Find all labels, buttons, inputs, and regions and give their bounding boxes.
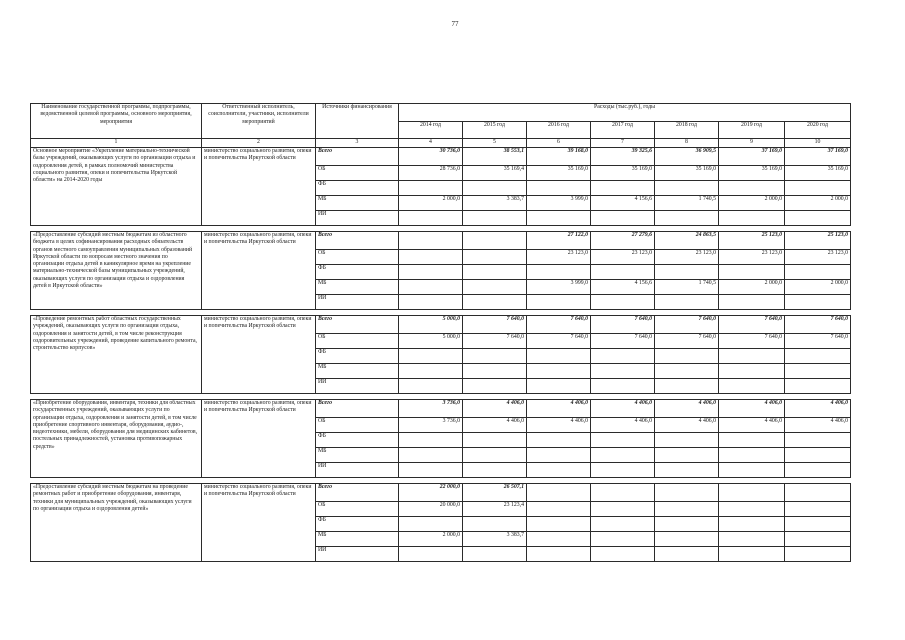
- amount-cell: 7 640,0: [785, 334, 851, 349]
- amount-cell: [591, 547, 655, 562]
- amount-cell: [719, 379, 785, 394]
- amount-cell: 35 169,0: [785, 166, 851, 181]
- amount-cell: [719, 211, 785, 226]
- amount-cell: [719, 532, 785, 547]
- amount-cell: [463, 349, 527, 364]
- amount-cell: [591, 532, 655, 547]
- amount-cell: [399, 181, 463, 196]
- column-number: 5: [463, 139, 527, 148]
- amount-cell: [785, 547, 851, 562]
- amount-cell: 7 640,0: [591, 316, 655, 334]
- amount-cell: 2 000,0: [785, 280, 851, 295]
- amount-cell: [591, 463, 655, 478]
- amount-cell: [527, 532, 591, 547]
- amount-cell: [591, 517, 655, 532]
- amount-cell: [719, 547, 785, 562]
- funding-source-cell: МБ: [316, 196, 399, 211]
- amount-cell: 3 999,0: [527, 196, 591, 211]
- amount-cell: 2 000,0: [719, 280, 785, 295]
- amount-cell: 30 736,0: [399, 148, 463, 166]
- amount-cell: 2 000,0: [785, 196, 851, 211]
- amount-cell: 35 169,0: [527, 166, 591, 181]
- funding-source-cell: Всего: [316, 484, 399, 502]
- funding-source-cell: ИИ: [316, 211, 399, 226]
- amount-cell: [399, 448, 463, 463]
- amount-cell: [785, 349, 851, 364]
- amount-cell: 23 123,0: [655, 250, 719, 265]
- amount-cell: 26 507,1: [463, 484, 527, 502]
- amount-cell: [527, 181, 591, 196]
- funding-source-cell: ОБ: [316, 250, 399, 265]
- funding-source-cell: ОБ: [316, 502, 399, 517]
- amount-cell: 4 406,0: [719, 418, 785, 433]
- amount-cell: [719, 349, 785, 364]
- amount-cell: [655, 433, 719, 448]
- amount-cell: [527, 502, 591, 517]
- funding-source-cell: МБ: [316, 448, 399, 463]
- amount-cell: 23 123,4: [463, 502, 527, 517]
- amount-cell: [655, 448, 719, 463]
- amount-cell: [591, 265, 655, 280]
- amount-cell: [527, 349, 591, 364]
- program-name-cell: Основное мероприятие «Укрепление материально-технической базы учреждений, оказывающих услуги по организации отдыха и оздоровления детей, в рамках полномочий министерства социального развития, опеки и попечительства Иркутской области» на 2014-2020 годы: [31, 148, 202, 226]
- amount-cell: 23 123,0: [785, 250, 851, 265]
- amount-cell: [399, 280, 463, 295]
- amount-cell: [785, 295, 851, 310]
- funding-source-cell: ФБ: [316, 517, 399, 532]
- column-number: 4: [399, 139, 463, 148]
- amount-cell: [655, 463, 719, 478]
- year-header: 2018 год: [655, 121, 719, 139]
- expenses-column-header: Расходы (тыс.руб.), годы: [399, 104, 851, 122]
- amount-cell: [591, 448, 655, 463]
- amount-cell: 23 123,0: [591, 250, 655, 265]
- amount-cell: 4 406,0: [527, 418, 591, 433]
- amount-cell: [463, 379, 527, 394]
- amount-cell: [591, 502, 655, 517]
- amount-cell: [527, 484, 591, 502]
- amount-cell: [463, 265, 527, 280]
- amount-cell: [527, 433, 591, 448]
- funding-source-cell: Всего: [316, 148, 399, 166]
- section-row: [31, 400, 851, 418]
- amount-cell: [399, 211, 463, 226]
- amount-cell: 35 169,0: [719, 166, 785, 181]
- amount-cell: [719, 181, 785, 196]
- amount-cell: [591, 349, 655, 364]
- amount-cell: [399, 265, 463, 280]
- amount-cell: [785, 265, 851, 280]
- amount-cell: [655, 349, 719, 364]
- amount-cell: [655, 265, 719, 280]
- amount-cell: [719, 265, 785, 280]
- amount-cell: 23 123,0: [719, 250, 785, 265]
- column-number: 10: [785, 139, 851, 148]
- amount-cell: 39 325,6: [591, 148, 655, 166]
- budget-table: [30, 103, 851, 562]
- amount-cell: [655, 379, 719, 394]
- amount-cell: [463, 295, 527, 310]
- amount-cell: 22 000,0: [399, 484, 463, 502]
- amount-cell: 39 168,0: [527, 148, 591, 166]
- funding-source-cell: ФБ: [316, 349, 399, 364]
- funding-source-cell: ФБ: [316, 433, 399, 448]
- funding-source-cell: ОБ: [316, 166, 399, 181]
- amount-cell: 3 383,7: [463, 196, 527, 211]
- amount-cell: [527, 448, 591, 463]
- funding-source-cell: МБ: [316, 280, 399, 295]
- program-column-header: Наименование государственной программы, подпрограммы, ведомственной целевой программы, основного мероприятия, мероприятия: [31, 104, 202, 139]
- amount-cell: 25 123,0: [719, 232, 785, 250]
- amount-cell: [719, 484, 785, 502]
- amount-cell: 7 640,0: [591, 334, 655, 349]
- amount-cell: [591, 379, 655, 394]
- section-row: [31, 316, 851, 334]
- amount-cell: 3 736,0: [399, 400, 463, 418]
- amount-cell: 7 640,0: [463, 334, 527, 349]
- funding-source-cell: ИИ: [316, 547, 399, 562]
- amount-cell: 4 406,0: [655, 418, 719, 433]
- amount-cell: [655, 517, 719, 532]
- column-number: 3: [316, 139, 399, 148]
- executor-cell: министерство социального развития, опеки и попечительства Иркутской области: [202, 484, 316, 562]
- amount-cell: [463, 517, 527, 532]
- amount-cell: [655, 502, 719, 517]
- amount-cell: 4 406,0: [591, 400, 655, 418]
- amount-cell: [785, 181, 851, 196]
- amount-cell: 4 406,0: [655, 400, 719, 418]
- amount-cell: [399, 379, 463, 394]
- program-name-cell: «Предоставление субсидий местным бюджетам из областного бюджета в целях софинансирования расходных обязательств органов местного самоуправления муниципальных образований Иркутской области по вопросам местного значения по организации отдыха детей в каникулярное время на укрепление материально-технической базы муниципальных учреждений, оказывающих услуги по организации отдыха и оздоровления детей в Иркутской области»: [31, 232, 202, 310]
- amount-cell: 36 909,5: [655, 148, 719, 166]
- amount-cell: 24 863,5: [655, 232, 719, 250]
- amount-cell: [527, 364, 591, 379]
- amount-cell: [591, 295, 655, 310]
- amount-cell: [785, 502, 851, 517]
- amount-cell: 2 000,0: [399, 532, 463, 547]
- amount-cell: 5 000,0: [399, 316, 463, 334]
- executor-cell: министерство социального развития, опеки и попечительства Иркутской области: [202, 232, 316, 310]
- amount-cell: [591, 433, 655, 448]
- amount-cell: [785, 364, 851, 379]
- amount-cell: 3 736,0: [399, 418, 463, 433]
- amount-cell: 7 640,0: [655, 316, 719, 334]
- amount-cell: 4 406,0: [463, 400, 527, 418]
- amount-cell: 27 122,0: [527, 232, 591, 250]
- funding-source-cell: Всего: [316, 400, 399, 418]
- amount-cell: [399, 364, 463, 379]
- amount-cell: [463, 547, 527, 562]
- funding-source-cell: ИИ: [316, 295, 399, 310]
- amount-cell: 7 640,0: [719, 334, 785, 349]
- amount-cell: [655, 295, 719, 310]
- amount-cell: [463, 433, 527, 448]
- funding-source-cell: Всего: [316, 316, 399, 334]
- funding-source-cell: ОБ: [316, 418, 399, 433]
- amount-cell: [527, 517, 591, 532]
- amount-cell: [399, 250, 463, 265]
- amount-cell: [399, 433, 463, 448]
- amount-cell: 4 406,0: [785, 418, 851, 433]
- amount-cell: 4 406,0: [591, 418, 655, 433]
- column-number: 6: [527, 139, 591, 148]
- executor-column-header: Ответственный исполнитель, соисполнители, участники, исполнители мероприятий: [202, 104, 316, 139]
- funding-source-cell: ФБ: [316, 181, 399, 196]
- year-header: 2019 год: [719, 121, 785, 139]
- amount-cell: [463, 211, 527, 226]
- funding-source-cell: Всего: [316, 232, 399, 250]
- funding-source-cell: ИИ: [316, 379, 399, 394]
- column-number: 8: [655, 139, 719, 148]
- amount-cell: 4 406,0: [785, 400, 851, 418]
- amount-cell: [719, 295, 785, 310]
- amount-cell: [463, 364, 527, 379]
- amount-cell: [655, 181, 719, 196]
- section-row: [31, 232, 851, 250]
- funding-source-cell: МБ: [316, 364, 399, 379]
- year-header: 2016 год: [527, 121, 591, 139]
- program-name-cell: «Приобретение оборудования, инвентаря, техники для областных государственных учреждений, оказывающих услуги по организации отдыха, оздоровления и занятости детей, в том числе приобретение спортивного инвентаря, оборудования, аудио-, видеотехники, мебели, оборудования для медицинских кабинетов, постельных принадлежностей, установка противопожарных средств»: [31, 400, 202, 478]
- amount-cell: 1 740,5: [655, 196, 719, 211]
- amount-cell: 4 406,0: [719, 400, 785, 418]
- executor-cell: министерство социального развития, опеки и попечительства Иркутской области: [202, 316, 316, 394]
- amount-cell: 20 000,0: [399, 502, 463, 517]
- amount-cell: 4 406,0: [527, 400, 591, 418]
- source-column-header: Источники финансирования: [316, 104, 399, 139]
- executor-cell: министерство социального развития, опеки и попечительства Иркутской области: [202, 400, 316, 478]
- funding-source-cell: ИИ: [316, 463, 399, 478]
- amount-cell: [591, 484, 655, 502]
- amount-cell: [785, 379, 851, 394]
- amount-cell: [785, 484, 851, 502]
- year-header: 2020 год: [785, 121, 851, 139]
- funding-source-cell: ОБ: [316, 334, 399, 349]
- amount-cell: [719, 517, 785, 532]
- amount-cell: [785, 433, 851, 448]
- amount-cell: 3 999,0: [527, 280, 591, 295]
- amount-cell: 35 169,4: [463, 166, 527, 181]
- amount-cell: [463, 181, 527, 196]
- amount-cell: [463, 250, 527, 265]
- amount-cell: [719, 448, 785, 463]
- amount-cell: [655, 532, 719, 547]
- amount-cell: 7 640,0: [527, 334, 591, 349]
- amount-cell: [527, 211, 591, 226]
- amount-cell: [463, 280, 527, 295]
- column-number: 7: [591, 139, 655, 148]
- amount-cell: 23 123,0: [527, 250, 591, 265]
- amount-cell: [655, 484, 719, 502]
- amount-cell: 2 000,0: [719, 196, 785, 211]
- year-header: 2014 год: [399, 121, 463, 139]
- amount-cell: [719, 364, 785, 379]
- amount-cell: [785, 517, 851, 532]
- amount-cell: 7 640,0: [655, 334, 719, 349]
- amount-cell: [785, 211, 851, 226]
- amount-cell: 37 169,0: [785, 148, 851, 166]
- amount-cell: [527, 295, 591, 310]
- program-name-cell: «Проведение ремонтных работ областных государственных учреждений, оказывающих услуги по организации отдыха, оздоровления и занятости детей, в том числе реконструкция оздоровительных учреждений, проведение капитального ремонта, строительство корпусов»: [31, 316, 202, 394]
- column-number: 2: [202, 139, 316, 148]
- amount-cell: [463, 463, 527, 478]
- section-row: [31, 148, 851, 166]
- amount-cell: [655, 547, 719, 562]
- amount-cell: [527, 463, 591, 478]
- amount-cell: [785, 463, 851, 478]
- amount-cell: [399, 295, 463, 310]
- amount-cell: [591, 211, 655, 226]
- amount-cell: [719, 463, 785, 478]
- funding-source-cell: ФБ: [316, 265, 399, 280]
- year-header: 2017 год: [591, 121, 655, 139]
- amount-cell: [399, 349, 463, 364]
- amount-cell: [463, 448, 527, 463]
- program-name-cell: «Предоставление субсидий местным бюджетам на проведение ремонтных работ и приобретение оборудования, инвентаря, техники для муниципальных учреждений, оказывающих услуги по организации отдыха и оздоровления детей»: [31, 484, 202, 562]
- amount-cell: 2 000,0: [399, 196, 463, 211]
- amount-cell: 1 740,5: [655, 280, 719, 295]
- amount-cell: 7 640,0: [785, 316, 851, 334]
- column-number-row: [31, 139, 851, 148]
- column-number: 1: [31, 139, 202, 148]
- amount-cell: [527, 547, 591, 562]
- amount-cell: [399, 517, 463, 532]
- page-number: 77: [451, 20, 459, 28]
- amount-cell: 7 640,0: [527, 316, 591, 334]
- amount-cell: [399, 463, 463, 478]
- amount-cell: 35 169,0: [591, 166, 655, 181]
- amount-cell: 38 553,1: [463, 148, 527, 166]
- executor-cell: министерство социального развития, опеки и попечительства Иркутской области: [202, 148, 316, 226]
- amount-cell: [591, 181, 655, 196]
- amount-cell: 4 406,0: [463, 418, 527, 433]
- amount-cell: 7 640,0: [463, 316, 527, 334]
- column-number: 9: [719, 139, 785, 148]
- amount-cell: 3 383,7: [463, 532, 527, 547]
- amount-cell: 4 156,6: [591, 280, 655, 295]
- year-header: 2015 год: [463, 121, 527, 139]
- amount-cell: 35 169,0: [655, 166, 719, 181]
- table-body: [31, 139, 851, 562]
- amount-cell: [785, 448, 851, 463]
- amount-cell: [719, 433, 785, 448]
- amount-cell: [527, 379, 591, 394]
- amount-cell: 7 640,0: [719, 316, 785, 334]
- amount-cell: 27 279,6: [591, 232, 655, 250]
- section-row: [31, 484, 851, 502]
- amount-cell: 4 156,6: [591, 196, 655, 211]
- funding-source-cell: МБ: [316, 532, 399, 547]
- amount-cell: [399, 547, 463, 562]
- amount-cell: [399, 232, 463, 250]
- amount-cell: [785, 532, 851, 547]
- amount-cell: 5 000,0: [399, 334, 463, 349]
- amount-cell: 37 169,0: [719, 148, 785, 166]
- amount-cell: 28 736,0: [399, 166, 463, 181]
- amount-cell: 25 123,0: [785, 232, 851, 250]
- amount-cell: [527, 265, 591, 280]
- amount-cell: [655, 211, 719, 226]
- amount-cell: [463, 232, 527, 250]
- amount-cell: [655, 364, 719, 379]
- amount-cell: [719, 502, 785, 517]
- amount-cell: [591, 364, 655, 379]
